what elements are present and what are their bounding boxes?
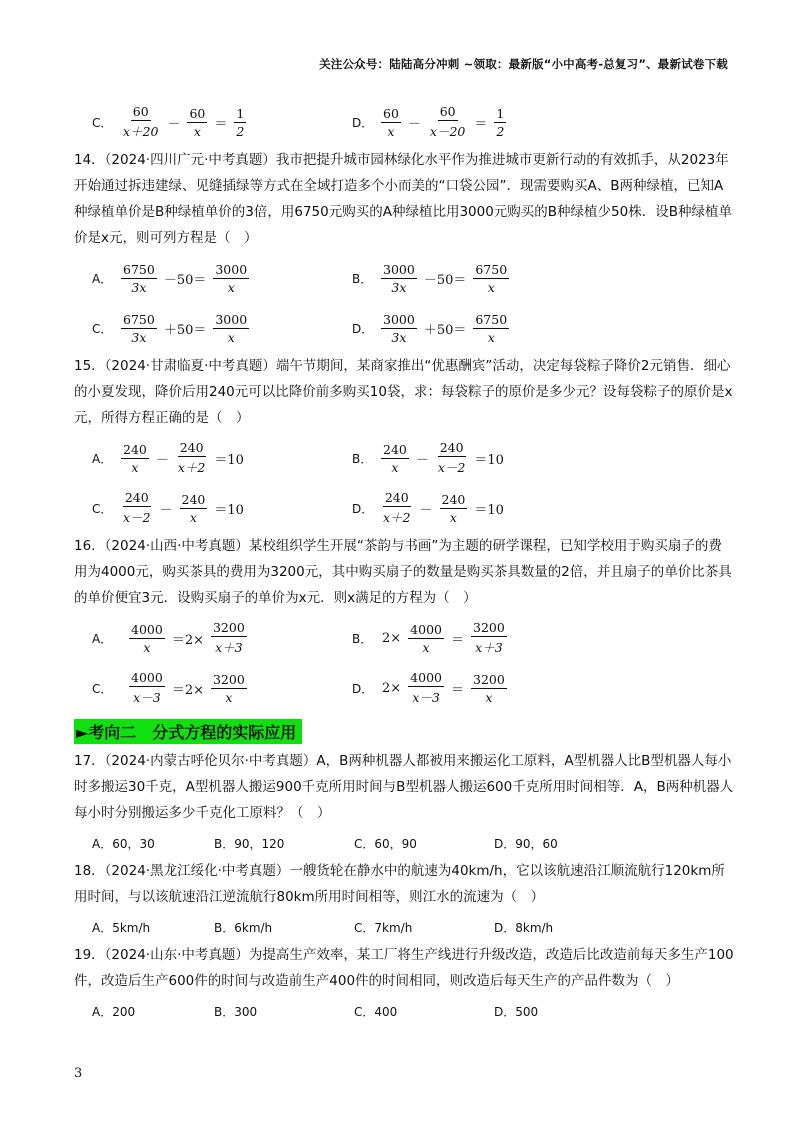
q16-options-row1 xyxy=(74,615,734,661)
question-14: 14．（2024·四川广元·中考真题）我市把提升城市园林绿化水平作为推进城市更新行动的有效抓手，从2023年开始通过拆违建绿、见缝插绿等方式在全域打造多个小而美的“口袋公园”．现需要购买A、B两种绿植，已知A种绿植单价是B种绿植单价的3倍，用6750元购买的A种绿植比用3000元购买的B种绿植少50株．设B种绿植单价是x元，则可列方程是（ ） xyxy=(74,152,732,246)
q13-options xyxy=(74,99,734,145)
q15-options-row2 xyxy=(74,485,734,531)
q15-option-b[interactable]: B． $\frac{240}{x}$ － $\frac{240}{x-2}$ ＝10 xyxy=(352,440,504,475)
q14-option-b[interactable]: B． $\frac{3000}{3x}$ －50＝ $\frac{6750}{x}$ xyxy=(352,261,508,295)
q19-option-c[interactable]: C．400 xyxy=(354,1004,398,1019)
q18-option-b[interactable]: B．6km/h xyxy=(214,920,273,935)
q18-option-c[interactable]: C．7km/h xyxy=(354,920,413,935)
q15-option-c[interactable]: C． $\frac{240}{x-2}$ － $\frac{240}{x}$ ＝10 xyxy=(92,490,244,525)
q18-option-d[interactable]: D．8km/h xyxy=(494,920,554,935)
q18-options xyxy=(74,914,734,940)
equation: $\frac{60}{x+20}$ － $\frac{60}{x}$ ＝ $\frac{1}{2}$ xyxy=(123,104,245,139)
q19-option-d[interactable]: D．500 xyxy=(494,1004,539,1019)
document-body xyxy=(74,95,734,1026)
q15-option-a[interactable]: A． $\frac{240}{x}$ － $\frac{240}{x+2}$ ＝10 xyxy=(92,440,244,475)
q14-options-row1 xyxy=(74,255,734,301)
question-18: 18．（2024·黑龙江绥化·中考真题）一艘货轮在静水中的航速为40km/h，它以该航速沿江顺流航行120km所用时间，与以该航速沿江逆流航行80km所用时间相等，则江水的流速为（ ） xyxy=(74,863,725,905)
q17-options xyxy=(74,830,734,856)
section-title: ►考向二 分式方程的实际应用 xyxy=(74,719,302,744)
q19-option-b[interactable]: B．300 xyxy=(214,1004,258,1019)
page-number: 3 xyxy=(74,1066,83,1081)
q17-option-a[interactable]: A．60，30 xyxy=(92,836,155,851)
q16-option-b[interactable]: B． 2× $\frac{4000}{x}$ ＝ $\frac{3200}{x+3}$ xyxy=(352,620,505,655)
q16-option-c[interactable]: C． $\frac{4000}{x-3}$ ＝2× $\frac{3200}{x}$ xyxy=(92,670,245,705)
q17-option-b[interactable]: B．90，120 xyxy=(214,836,285,851)
q17-option-c[interactable]: C．60，90 xyxy=(354,836,417,851)
q14-option-c[interactable]: C． $\frac{6750}{3x}$ ＋50＝ $\frac{3000}{x}$ xyxy=(92,311,248,345)
q19-options xyxy=(74,998,734,1024)
question-19: 19．（2024·山东·中考真题）为提高生产效率，某工厂将生产线进行升级改造，改造后比改造前每天多生产100件，改造后生产600件的时间与改造前生产400件的时间相同，则改造后每天生产的产品件数为（ ） xyxy=(74,947,734,989)
q16-option-a[interactable]: A． $\frac{4000}{x}$ ＝2× $\frac{3200}{x+3}$ xyxy=(92,620,245,655)
question-16: 16．（2024·山西·中考真题）某校组织学生开展“茶韵与书画”为主题的研学课程，已知学校用于购买扇子的费用为4000元，购买茶具的费用为3200元，其中购买扇子的数量是购买茶具数量的2倍，并且扇子的单价比茶具的单价便宜3元．设购买扇子的单价为x元．则x满足的方程为（ ） xyxy=(74,538,732,606)
question-17: 17．（2024·内蒙古呼伦贝尔·中考真题）A，B两种机器人都被用来搬运化工原料，A型机器人比B型机器人每小时多搬运30千克，A型机器人搬运900千克所用时间与B型机器人搬运600千克所用时间相等．A，B两种机器人每小时分别搬运多少千克化工原料？（ ） xyxy=(74,753,734,821)
q19-option-a[interactable]: A．200 xyxy=(92,1004,136,1019)
q16-option-d[interactable]: D． 2× $\frac{4000}{x-3}$ ＝ $\frac{3200}{x}$ xyxy=(352,670,505,705)
q18-option-a[interactable]: A．5km/h xyxy=(92,920,151,935)
q13-option-d[interactable]: D． $\frac{60}{x}$ － $\frac{60}{x-20}$ ＝ $\frac{1}{2}$ xyxy=(334,99,509,145)
q14-options-row2 xyxy=(74,305,734,351)
question-15: 15．（2024·甘肃临夏·中考真题）端午节期间，某商家推出“优惠酬宾”活动，决定每袋粽子降价2元销售．细心的小夏发现，降价后用240元可以比降价前多购买10袋，求：每袋粽子的原价是多少元？设每袋粽子的原价是x元，所得方程正确的是（ ） xyxy=(74,358,733,426)
q17-option-d[interactable]: D．90，60 xyxy=(494,836,558,851)
q14-option-a[interactable]: A． $\frac{6750}{3x}$ －50＝ $\frac{3000}{x}$ xyxy=(92,261,248,295)
q16-options-row2 xyxy=(74,665,734,711)
q15-option-d[interactable]: D． $\frac{240}{x+2}$ － $\frac{240}{x}$ ＝10 xyxy=(352,490,504,525)
q13-option-c[interactable]: C． $\frac{60}{x+20}$ － $\frac{60}{x}$ ＝ $\frac{1}{2}$ xyxy=(74,99,249,145)
q15-options-row1 xyxy=(74,435,734,481)
equation: $\frac{60}{x}$ － $\frac{60}{x-20}$ ＝ $\frac{1}{2}$ xyxy=(383,104,505,139)
q14-option-d[interactable]: D． $\frac{3000}{3x}$ ＋50＝ $\frac{6750}{x}$ xyxy=(352,311,508,345)
page-header: 关注公众号：陆陆高分冲刺 ~领取：最新版“小中高考-总复习”、最新试卷下载 xyxy=(319,57,728,71)
